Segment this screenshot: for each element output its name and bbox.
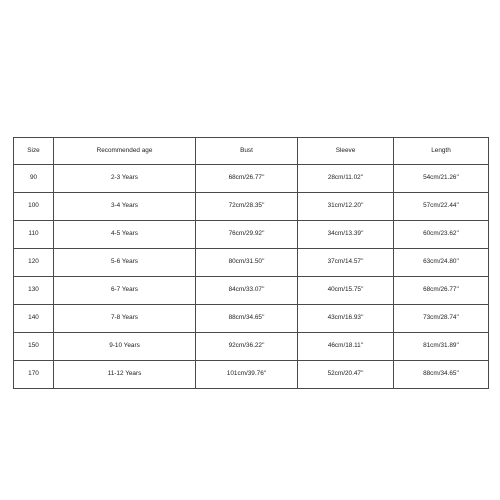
- table-row: [14, 305, 489, 333]
- cell-sleeve: 28cm/11.02'': [298, 165, 394, 193]
- cell-age: 6-7 Years: [54, 277, 196, 305]
- cell-age: 7-8 Years: [54, 305, 196, 333]
- table-row: [14, 333, 489, 361]
- cell-age: 11-12 Years: [54, 361, 196, 389]
- table-row: [14, 193, 489, 221]
- cell-age: 2-3 Years: [54, 165, 196, 193]
- header-recommended-age: Recommended age: [54, 138, 196, 165]
- cell-sleeve: 34cm/13.39'': [298, 221, 394, 249]
- header-size: Size: [14, 138, 54, 165]
- cell-size: 110: [14, 221, 54, 249]
- cell-bust: 88cm/34.65'': [196, 305, 298, 333]
- header-bust: Bust: [196, 138, 298, 165]
- cell-size: 120: [14, 249, 54, 277]
- cell-bust: 76cm/29.92'': [196, 221, 298, 249]
- header-row: [14, 138, 489, 165]
- cell-length: 88cm/34.65'': [394, 361, 489, 389]
- header-length: Length: [394, 138, 489, 165]
- cell-sleeve: 37cm/14.57'': [298, 249, 394, 277]
- cell-sleeve: 52cm/20.47'': [298, 361, 394, 389]
- cell-size: 170: [14, 361, 54, 389]
- cell-length: 68cm/26.77'': [394, 277, 489, 305]
- cell-bust: 72cm/28.35'': [196, 193, 298, 221]
- cell-length: 60cm/23.62'': [394, 221, 489, 249]
- header-sleeve: Sleeve: [298, 138, 394, 165]
- cell-sleeve: 46cm/18.11'': [298, 333, 394, 361]
- cell-bust: 92cm/36.22'': [196, 333, 298, 361]
- cell-age: 9-10 Years: [54, 333, 196, 361]
- cell-age: 3-4 Years: [54, 193, 196, 221]
- size-chart-table: [13, 137, 489, 389]
- cell-length: 54cm/21.26'': [394, 165, 489, 193]
- table-row: [14, 165, 489, 193]
- cell-size: 150: [14, 333, 54, 361]
- table-row: [14, 277, 489, 305]
- size-chart: [13, 137, 488, 378]
- cell-bust: 80cm/31.50'': [196, 249, 298, 277]
- table-row: [14, 221, 489, 249]
- cell-bust: 84cm/33.07'': [196, 277, 298, 305]
- table-row: [14, 361, 489, 389]
- cell-age: 4-5 Years: [54, 221, 196, 249]
- cell-size: 90: [14, 165, 54, 193]
- cell-length: 63cm/24.80'': [394, 249, 489, 277]
- cell-sleeve: 40cm/15.75'': [298, 277, 394, 305]
- cell-size: 130: [14, 277, 54, 305]
- cell-bust: 101cm/39.76'': [196, 361, 298, 389]
- cell-sleeve: 43cm/16.93'': [298, 305, 394, 333]
- cell-sleeve: 31cm/12.20'': [298, 193, 394, 221]
- cell-age: 5-6 Years: [54, 249, 196, 277]
- cell-length: 81cm/31.89'': [394, 333, 489, 361]
- cell-bust: 68cm/26.77'': [196, 165, 298, 193]
- cell-length: 73cm/28.74'': [394, 305, 489, 333]
- cell-size: 100: [14, 193, 54, 221]
- cell-size: 140: [14, 305, 54, 333]
- table-row: [14, 249, 489, 277]
- cell-length: 57cm/22.44'': [394, 193, 489, 221]
